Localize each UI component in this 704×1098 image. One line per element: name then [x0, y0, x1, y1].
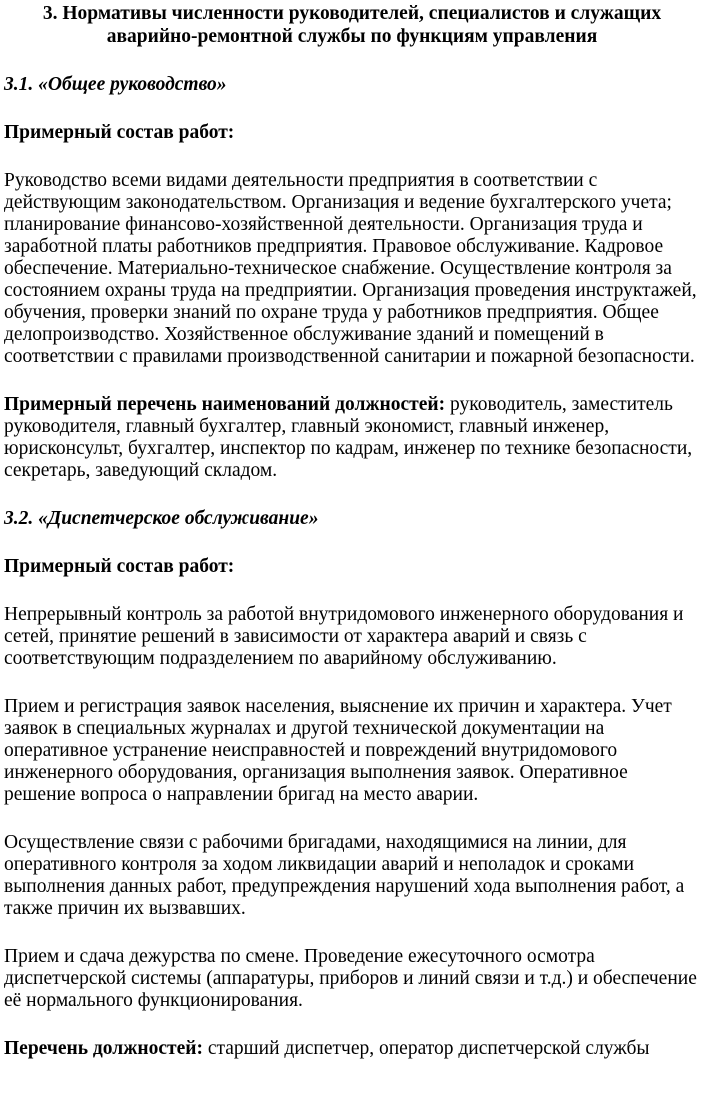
section-1-works-label: Примерный состав работ:	[4, 122, 235, 143]
section-1-works-text: Руководство всеми видами деятельности предприятия в соответствии с действующим законодательством. Организация и ведение бухгалтерского учета; планирование финансово-хозяйственной деятельности. Организация труда и заработной платы работников предприятия. Правовое обслуживание. Кадровое обеспечение. Материально-техническое снабжение. Осуществление контроля за состоянием охраны труда на предприятии. Организация проведения инструктажей, обучения, проверки знаний по охране труда у работников предприятия. Общее делопроизводство. Хозяйственное обслуживание зданий и помещений в соответствии с правилами производственной санитарии и пожарной безопасности.	[4, 170, 697, 367]
section-2-works-label: Примерный состав работ:	[4, 556, 235, 577]
section-2-heading: 3.2. «Диспетчерское обслуживание»	[4, 508, 319, 529]
section-2-positions-label: Перечень должностей:	[4, 1038, 203, 1059]
section-1-positions-text: руководитель, заместитель руководителя, главный бухгалтер, главный экономист, главный инженер, юрисконсульт, бухгалтер, инспектор по кадрам, инженер по технике безопасности, секретарь, заведующий складом.	[4, 394, 693, 481]
section-2-paragraph: Непрерывный контроль за работой внутридомового инженерного оборудования и сетей, принятие решений в зависимости от характера аварий и связь с соответствующим подразделением по аварийному обслуживанию.	[4, 604, 684, 669]
section-1-positions	[4, 394, 700, 482]
section-2-paragraph: Прием и сдача дежурства по смене. Проведение ежесуточного осмотра диспетчерской системы (аппаратуры, приборов и линий связи и т.д.) и обеспечение её нормального функционирования.	[4, 946, 697, 1011]
section-2-positions	[4, 1038, 700, 1060]
document-title: 3. Нормативы численности руководителей, специалистов и служащих аварийно-ремонтной службы по функциям управления	[42, 3, 662, 47]
section-2-positions-text: старший диспетчер, оператор диспетчерской службы	[202, 1038, 650, 1059]
section-1-heading: 3.1. «Общее руководство»	[4, 74, 227, 95]
section-2-paragraph: Прием и регистрация заявок населения, выяснение их причин и характера. Учет заявок в специальных журналах и другой технической документации на оперативное устранение неисправностей и повреждений внутридомового инженерного оборудования, организация выполнения заявок. Оперативное решение вопроса о направлении бригад на место аварии.	[4, 696, 672, 805]
section-2-paragraph: Осуществление связи с рабочими бригадами, находящимися на линии, для оперативного контроля за ходом ликвидации аварий и неполадок и сроками выполнения данных работ, предупреждения нарушений хода выполнения работ, а также причин их вызвавших.	[4, 832, 685, 919]
section-1-positions-label: Примерный перечень наименований должностей:	[4, 394, 446, 415]
